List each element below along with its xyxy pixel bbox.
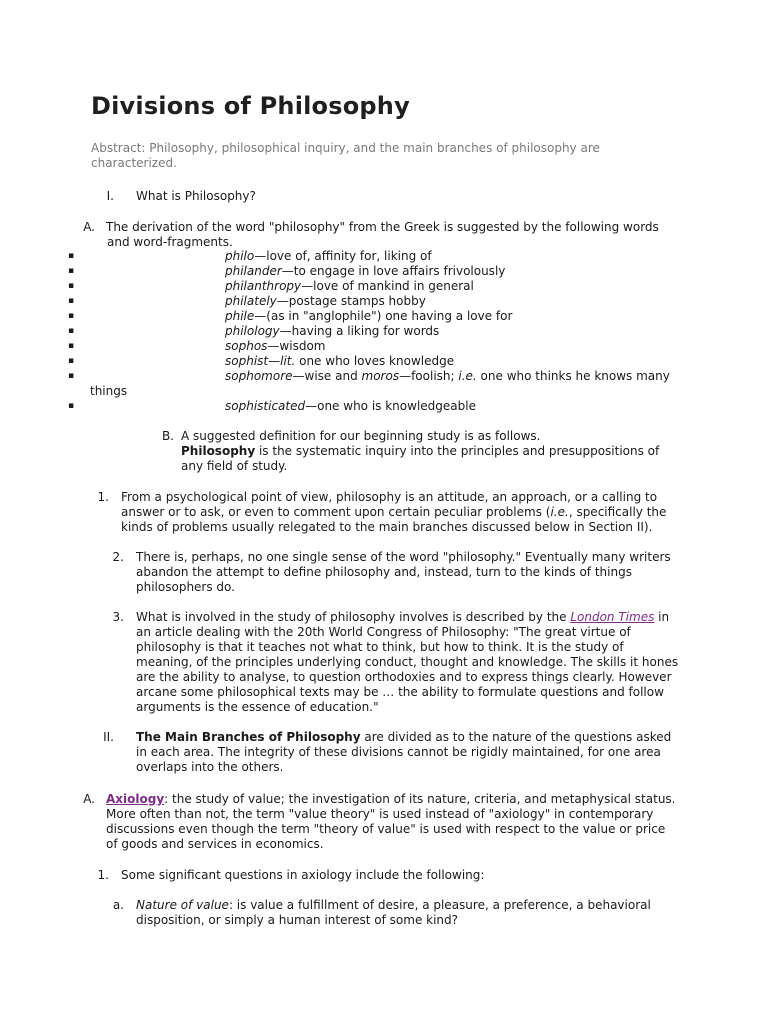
axiology-questions-intro: Some significant questions in axiology include the following: xyxy=(121,868,485,882)
nature-of-value-text: Nature of value: is value a fulfillment of desire, a pleasure, a preference, a behavioral disposition, or simply a human interest of some kind? xyxy=(136,898,651,927)
bullet-icon: ▪ xyxy=(68,266,75,276)
word-list-item: philology—having a liking for words xyxy=(225,324,440,338)
word-list-item: sophisticated—one who is knowledgeable xyxy=(225,399,476,413)
section-marker-1: I. xyxy=(106,189,114,203)
bullet-icon: ▪ xyxy=(68,356,75,366)
item-b-text: A suggested definition for our beginning study is as follows. Philosophy is the systematic inquiry into the principles and presuppositions of any field of study. xyxy=(181,429,660,473)
page-title: Divisions of Philosophy xyxy=(91,92,410,120)
london-times-link[interactable]: London Times xyxy=(570,610,655,624)
abstract: Abstract: Philosophy, philosophical inquiry, and the main branches of philosophy are characterized. xyxy=(91,141,600,170)
bullet-icon: ▪ xyxy=(68,296,75,306)
item-marker-2: 2. xyxy=(112,550,124,564)
bullet-icon: ▪ xyxy=(68,311,75,321)
item-3-text: What is involved in the study of philosophy involves is described by the London Times in an article dealing with the 20th World Congress of Philosophy: "The great virtue of philosophy is that it teaches not what to think, but how to think. It is the study of meaning, of the principles underlying conduct, thought and knowledge. The skills it hones are the ability to analyse, to question orthodoxies and to express things clearly. However arcane some philosophical texts may be … the ability to formulate questions and follow arguments is the essence of education." xyxy=(136,610,679,714)
word-list-item: philately—postage stamps hobby xyxy=(225,294,426,308)
item-2-text: There is, perhaps, no one single sense of the word "philosophy." Eventually many writers abandon the attempt to define philosophy and, instead, turn to the kinds of things philosophers do. xyxy=(136,550,671,594)
item-marker-axiology: A. xyxy=(83,792,95,806)
bullet-icon: ▪ xyxy=(68,251,75,261)
item-marker-1: 1. xyxy=(97,490,109,504)
word-list-item: sophomore—wise and moros—foolish; i.e. one who thinks he knows many xyxy=(225,369,670,383)
item-marker-3: 3. xyxy=(112,610,124,624)
item-marker-b: B. xyxy=(161,429,174,443)
section-2-text: The Main Branches of Philosophy are divided as to the nature of the questions asked in each area. The integrity of these divisions cannot be rigidly maintained, for one area overlaps into the others. xyxy=(136,730,672,774)
bullet-icon: ▪ xyxy=(68,401,75,411)
bullet-icon: ▪ xyxy=(68,281,75,291)
word-list-item-continuation: things xyxy=(90,384,128,398)
word-list-item: phile—(as in "anglophile") one having a love for xyxy=(225,309,513,323)
item-marker-a: A. xyxy=(83,220,95,234)
bullet-icon: ▪ xyxy=(68,371,75,381)
item-marker-axa: a. xyxy=(112,898,124,912)
bullet-icon: ▪ xyxy=(68,326,75,336)
section-heading-1: What is Philosophy? xyxy=(136,189,256,203)
word-list-item: philanthropy—love of mankind in general xyxy=(225,279,474,293)
word-list-item: philo—love of, affinity for, liking of xyxy=(225,249,432,263)
word-list-item: sophist—lit. one who loves knowledge xyxy=(225,354,455,368)
axiology-link[interactable]: Axiology xyxy=(106,792,165,806)
item-1-text: From a psychological point of view, philosophy is an attitude, an approach, or a calling to answer or to ask, or even to comment upon certain peculiar problems (i.e., specifically the kinds of problems usually relegated to the main branches discussed below in Section II). xyxy=(121,490,667,534)
item-marker-ax1: 1. xyxy=(97,868,109,882)
item-a-text: The derivation of the word "philosophy" from the Greek is suggested by the following words and word-fragments. xyxy=(106,220,659,249)
word-list-item: sophos—wisdom xyxy=(225,339,326,353)
word-list-item: philander—to engage in love affairs frivolously xyxy=(225,264,506,278)
bullet-icon: ▪ xyxy=(68,341,75,351)
axiology-text: Axiology: the study of value; the investigation of its nature, criteria, and metaphysical status. More often than not, the term "value theory" is used instead of "axiology" in contemporary discussions even though the term "theory of value" is used with respect to the value or price of goods and services in economics. xyxy=(106,792,676,851)
section-marker-2: II. xyxy=(103,730,114,744)
